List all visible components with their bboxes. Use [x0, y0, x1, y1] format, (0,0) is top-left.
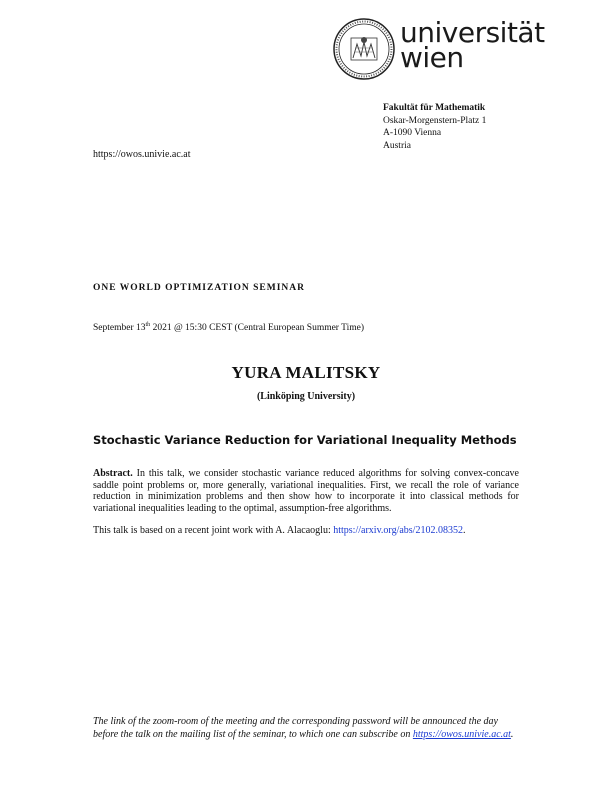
date-ordinal: th — [145, 322, 151, 328]
footer-end: . — [510, 728, 514, 740]
faculty-address-block — [383, 102, 486, 152]
address-line3: Austria — [383, 140, 411, 151]
arxiv-link[interactable]: https://arxiv.org/abs/2102.08352 — [333, 525, 463, 536]
wordmark-line2: wien — [400, 41, 464, 74]
abstract-text: In this talk, we consider stochastic variance reduced algorithms for solving convex-concave saddle point problems or, more generally, variational inequalities. First, we recall the role of variance reduction in minimization problems and then show how to incorporate it into classical methods for variational inequalities leading to the optimal, assumption-free algorithms. — [93, 468, 519, 514]
talk-date — [93, 322, 364, 333]
joint-end: . — [462, 525, 466, 536]
abstract-paragraph — [93, 468, 519, 514]
speaker-name: YURA MALITSKY — [231, 363, 381, 382]
date-prefix: September 13 — [93, 323, 146, 334]
talk-title: Stochastic Variance Reduction for Variational Inequality Methods — [93, 433, 517, 447]
address-line1: Oskar-Morgenstern-Platz 1 — [383, 115, 487, 126]
date-suffix: 2021 @ 15:30 CEST (Central European Summer Time) — [150, 323, 365, 334]
footer-link[interactable]: https://owos.univie.ac.at — [412, 728, 511, 740]
address-line2: A-1090 Vienna — [383, 128, 442, 138]
faculty-name: Fakultät für Mathematik — [383, 103, 486, 113]
university-wordmark — [400, 16, 545, 74]
footer-note — [93, 716, 523, 741]
joint-work-note — [93, 525, 519, 536]
footer-text: The link of the zoom-room of the meeting and the corresponding password will be announced the day before the talk on the mailing list of the seminar, to which one can subscribe on — [93, 716, 498, 740]
abstract-label: Abstract. — [93, 468, 133, 479]
wordmark-line1: universität — [400, 16, 545, 49]
seminar-name: ONE WORLD OPTIMIZATION SEMINAR — [93, 283, 306, 293]
seminar-url[interactable]: https://owos.univie.ac.at — [93, 149, 191, 160]
speaker-affiliation: (Linköping University) — [256, 391, 356, 402]
university-seal-logo — [333, 18, 395, 80]
joint-text: This talk is based on a recent joint work with A. Alacaoglu: — [93, 525, 334, 536]
